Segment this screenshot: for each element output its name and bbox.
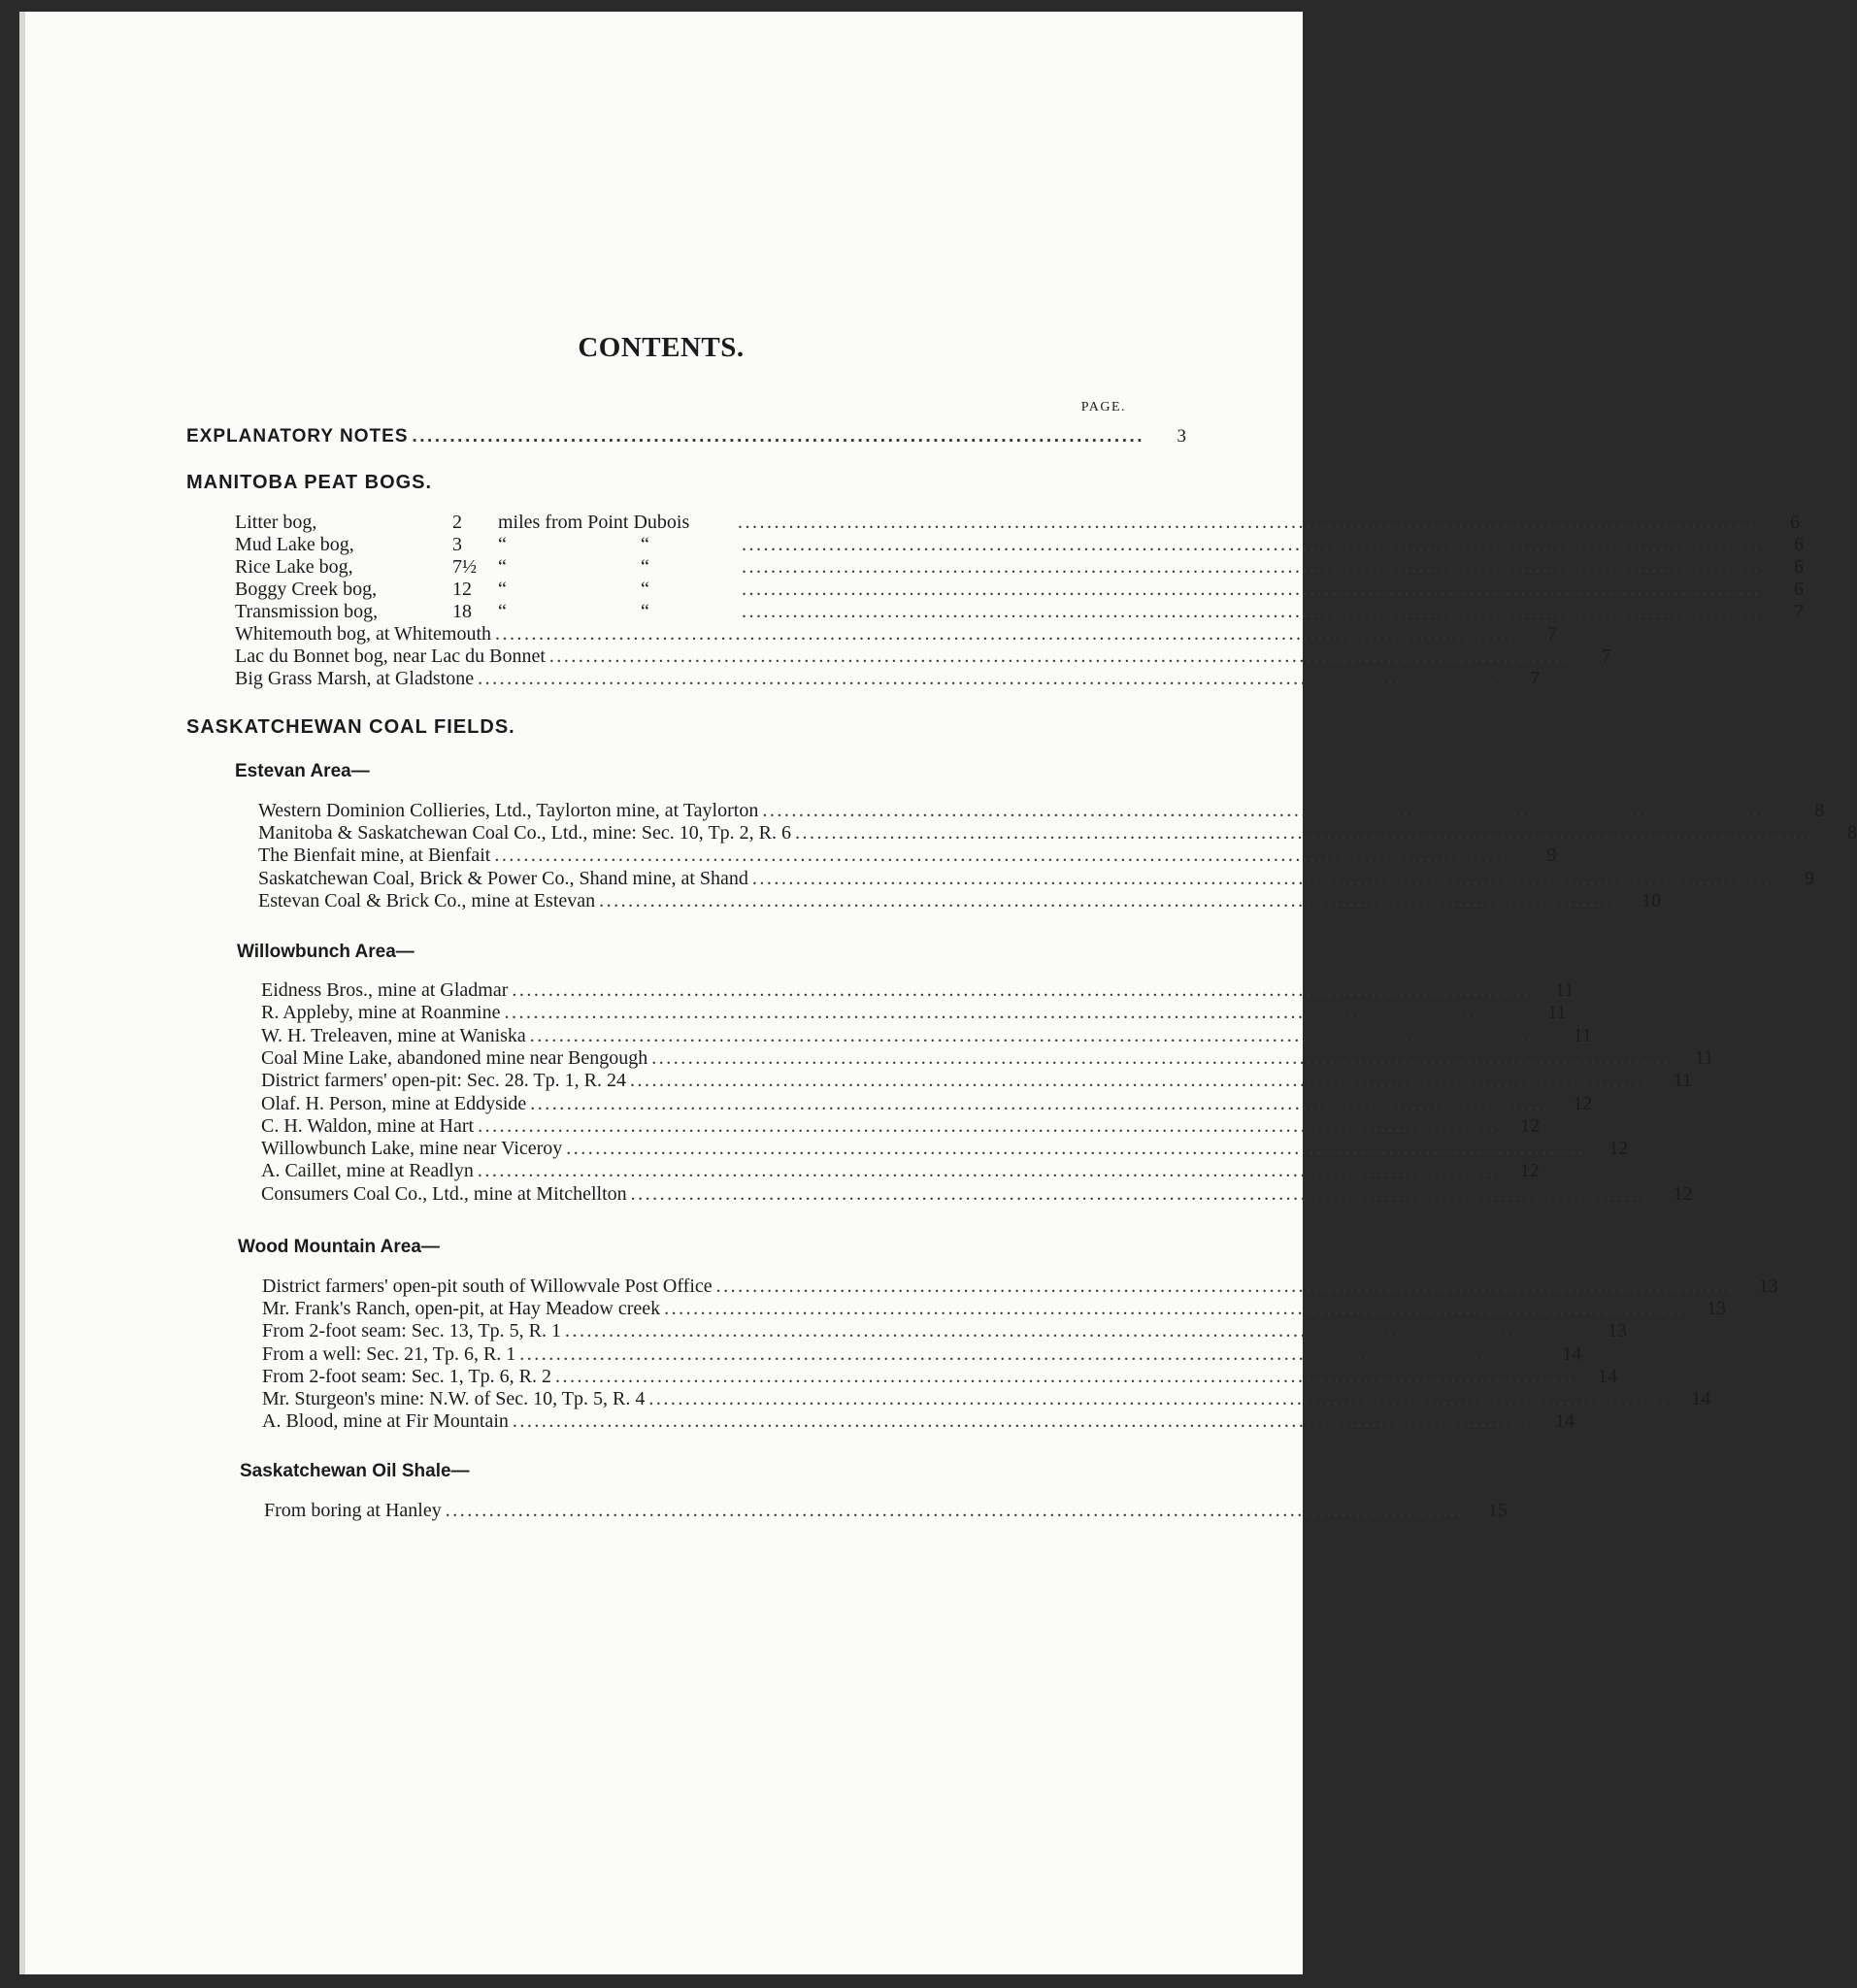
- toc-entry-label: Olaf. H. Person, mine at Eddyside: [261, 1092, 527, 1114]
- toc-entry-label: From a well: Sec. 21, Tp. 6, R. 1: [262, 1342, 516, 1365]
- toc-entry: [262, 1320, 1627, 1342]
- toc-entry-label: From boring at Hanley: [264, 1500, 442, 1521]
- bog-distance: 12: [452, 579, 472, 600]
- toc-entry: [261, 1024, 1592, 1047]
- dot-leader: ............................................................................................................................................: [795, 822, 1815, 845]
- toc-entry-label: Coal Mine Lake, abandoned mine near Bengough: [261, 1046, 648, 1069]
- dot-leader: ............................................................................................................................................: [478, 668, 1498, 689]
- toc-entry: [261, 1092, 1593, 1115]
- bog-page-leader: [738, 579, 1804, 601]
- bog-distance-unit: “: [498, 601, 507, 622]
- toc-entry-page: 8: [1814, 800, 1825, 821]
- toc-entry-page: 3: [1177, 426, 1188, 447]
- dot-leader: ............................................................................................................................................: [742, 534, 1761, 555]
- toc-entry-page: 9: [1804, 867, 1814, 889]
- toc-entry-label: Whitemouth bog, at Whitemouth: [235, 623, 492, 645]
- toc-entry-label: EXPLANATORY NOTES: [186, 426, 409, 447]
- dot-leader: ............................................................................................................................................: [495, 623, 1515, 645]
- toc-entry-page: 14: [1691, 1388, 1711, 1409]
- toc-entry-page: 15: [1487, 1500, 1508, 1521]
- toc-entry: [235, 646, 1611, 668]
- toc-entry-page: 11: [1673, 1070, 1692, 1092]
- bog-name: Litter bog,: [235, 512, 317, 533]
- toc-entry-page: 6: [1790, 512, 1800, 533]
- dot-leader: ............................................................................................................................................: [445, 1500, 1465, 1521]
- dot-leader: ............................................................................................................................................: [651, 1046, 1672, 1069]
- toc-entry-page: 8: [1847, 822, 1857, 845]
- toc-entry: [261, 1070, 1692, 1092]
- toc-entry: [258, 867, 1814, 890]
- dot-leader: ............................................................................................................................................: [738, 512, 1757, 533]
- toc-entry-page: 7: [1530, 668, 1541, 689]
- toc-entry: [258, 845, 1557, 867]
- toc-entry-page: 12: [1608, 1138, 1629, 1160]
- section-heading-manitoba: MANITOBA PEAT BOGS.: [186, 472, 433, 493]
- toc-entry: [261, 1114, 1541, 1138]
- dot-leader: ............................................................................................................................................: [530, 1092, 1550, 1114]
- dot-leader: ............................................................................................................................................: [630, 1182, 1650, 1205]
- toc-entry-page: 6: [1794, 579, 1804, 600]
- toc-entry-page: 7: [1547, 623, 1558, 645]
- toc-entry-label: The Bienfait mine, at Bienfait: [258, 845, 491, 867]
- toc-entry-page: 13: [1607, 1320, 1627, 1342]
- dot-leader: ............................................................................................................................................: [742, 579, 1761, 600]
- toc-entry-page: 13: [1758, 1276, 1778, 1297]
- dot-leader: ............................................................................................................................................: [504, 1002, 1524, 1024]
- toc-entry: [264, 1500, 1508, 1522]
- bog-distance-unit: “: [498, 534, 507, 555]
- dot-leader: ............................................................................................................................................: [599, 889, 1619, 911]
- toc-entry: [235, 668, 1541, 690]
- page-column-header: PAGE.: [1080, 400, 1126, 414]
- toc-entry: [262, 1388, 1711, 1410]
- dot-leader: ............................................................................................................................................: [648, 1388, 1669, 1409]
- subsection-heading-wood-mountain: Wood Mountain Area—: [238, 1237, 440, 1257]
- toc-entry: [258, 822, 1857, 845]
- bog-distance-unit: “: [498, 556, 507, 578]
- dot-leader: ............................................................................................................................................: [751, 867, 1772, 889]
- toc-entry-label: From 2-foot seam: Sec. 1, Tp. 6, R. 2: [262, 1365, 551, 1387]
- dot-leader: ............................................................................................................................................: [477, 1160, 1497, 1182]
- dot-leader: ............................................................................................................................................: [762, 800, 1782, 821]
- bog-name: Boggy Creek bog,: [235, 579, 378, 600]
- dot-leader: ............................................................................................................................................: [629, 1070, 1649, 1092]
- dot-leader: ............................................................................................................................................: [715, 1276, 1736, 1297]
- dot-leader: .................................................................................................: [412, 426, 1145, 447]
- toc-entry-label: Saskatchewan Coal, Brick & Power Co., Shand mine, at Shand: [258, 867, 748, 889]
- dot-leader: ............................................................................................................................................: [548, 646, 1569, 667]
- toc-entry: [258, 800, 1825, 822]
- toc-entry-label: A. Caillet, mine at Readlyn: [261, 1160, 474, 1182]
- bog-page-leader: [738, 601, 1804, 623]
- toc-entry-page: 14: [1562, 1342, 1582, 1365]
- dot-leader: ............................................................................................................................................: [529, 1024, 1549, 1046]
- bog-ditto-mark: “: [641, 534, 649, 555]
- bog-distance: 7½: [452, 556, 477, 578]
- dot-leader: ............................................................................................................................................: [519, 1342, 1540, 1365]
- bog-name: Transmission bog,: [235, 601, 379, 622]
- toc-entry-label: A. Blood, mine at Fir Mountain: [262, 1410, 509, 1433]
- bog-page-leader: [738, 556, 1804, 579]
- toc-entry-label: Willowbunch Lake, mine near Viceroy: [261, 1138, 563, 1160]
- toc-entry: [261, 1138, 1629, 1160]
- toc-entry-label: From 2-foot seam: Sec. 13, Tp. 5, R. 1: [262, 1320, 561, 1342]
- toc-entry: [258, 889, 1662, 912]
- toc-entry: [262, 1410, 1575, 1433]
- toc-entry-label: Eidness Bros., mine at Gladmar: [261, 979, 509, 1001]
- toc-entry: [262, 1342, 1582, 1366]
- bog-distance: 3: [452, 534, 462, 555]
- toc-entry: [261, 1046, 1714, 1070]
- subsection-heading-estevan: Estevan Area—: [235, 761, 370, 781]
- toc-entry: [262, 1276, 1778, 1298]
- toc-entry: [235, 623, 1558, 646]
- dot-leader: ............................................................................................................................................: [742, 556, 1761, 578]
- dot-leader: ............................................................................................................................................: [554, 1365, 1575, 1387]
- bog-distance-unit: miles from Point Dubois: [498, 512, 690, 533]
- toc-entry-label: Mr. Sturgeon's mine: N.W. of Sec. 10, Tp. 5, R. 4: [262, 1388, 646, 1409]
- page-title: CONTENTS.: [578, 332, 745, 363]
- toc-entry: [261, 979, 1575, 1002]
- toc-entry-label: Big Grass Marsh, at Gladstone: [235, 668, 475, 689]
- bog-ditto-mark: “: [641, 601, 649, 622]
- toc-entry: [261, 1182, 1693, 1206]
- toc-entry-page: 12: [1573, 1092, 1593, 1114]
- bog-page-leader: [738, 534, 1804, 556]
- subsection-heading-willowbunch: Willowbunch Area—: [237, 942, 415, 962]
- toc-entry-label: Consumers Coal Co., Ltd., mine at Mitchellton: [261, 1182, 627, 1205]
- dot-leader: ............................................................................................................................................: [478, 1114, 1498, 1137]
- dot-leader: ............................................................................................................................................: [742, 601, 1761, 622]
- bog-page-leader: [734, 512, 1800, 534]
- dot-leader: ............................................................................................................................................: [512, 979, 1532, 1001]
- toc-entry-page: 7: [1794, 601, 1804, 622]
- toc-entry-page: 11: [1694, 1046, 1714, 1069]
- toc-entry-page: 14: [1554, 1410, 1575, 1433]
- toc-entry-label: Western Dominion Collieries, Ltd., Taylorton mine, at Taylorton: [258, 800, 759, 821]
- toc-entry-label: Estevan Coal & Brick Co., mine at Estevan: [258, 889, 596, 911]
- toc-entry-page: 7: [1601, 646, 1611, 667]
- dot-leader: ............................................................................................................................................: [512, 1410, 1532, 1433]
- toc-entry-label: Lac du Bonnet bog, near Lac du Bonnet: [235, 646, 546, 667]
- toc-entry-explanatory: [186, 425, 1188, 447]
- toc-entry-label: C. H. Waldon, mine at Hart: [261, 1114, 475, 1137]
- toc-entry-page: 6: [1794, 534, 1804, 555]
- toc-entry-page: 10: [1641, 889, 1662, 911]
- dot-leader: ............................................................................................................................................: [564, 1320, 1584, 1342]
- toc-entry: [261, 1160, 1540, 1182]
- dot-leader: ............................................................................................................................................: [494, 845, 1514, 867]
- toc-entry-page: 12: [1519, 1160, 1540, 1182]
- toc-entry-page: 12: [1673, 1182, 1693, 1205]
- subsection-heading-oil-shale: Saskatchewan Oil Shale—: [240, 1461, 470, 1481]
- toc-entry-page: 11: [1547, 1002, 1567, 1024]
- bog-name: Mud Lake bog,: [235, 534, 354, 555]
- document-page: [19, 12, 1857, 1974]
- page-fold-shadow: [19, 12, 25, 1974]
- bog-name: Rice Lake bog,: [235, 556, 353, 578]
- toc-entry-page: 12: [1520, 1114, 1541, 1137]
- toc-entry-page: 11: [1573, 1024, 1592, 1046]
- toc-entry-label: District farmers' open-pit: Sec. 28. Tp. 1, R. 24: [261, 1070, 626, 1092]
- toc-entry: [261, 1002, 1567, 1024]
- bog-distance-unit: “: [498, 579, 507, 600]
- dot-leader: ............................................................................................................................................: [664, 1298, 1684, 1320]
- bog-distance: 2: [452, 512, 462, 533]
- toc-entry-label: W. H. Treleaven, mine at Waniska: [261, 1024, 526, 1046]
- toc-entry: [262, 1365, 1617, 1388]
- bog-ditto-mark: “: [641, 579, 649, 600]
- toc-entry-page: 13: [1707, 1298, 1727, 1320]
- toc-entry-page: 11: [1555, 979, 1575, 1001]
- toc-entry-label: Mr. Frank's Ranch, open-pit, at Hay Meadow creek: [262, 1298, 661, 1320]
- toc-entry: [262, 1298, 1727, 1320]
- toc-entry-page: 14: [1597, 1365, 1617, 1387]
- toc-entry-label: District farmers' open-pit south of Willowvale Post Office: [262, 1276, 713, 1297]
- section-heading-saskatchewan: SASKATCHEWAN COAL FIELDS.: [186, 716, 515, 738]
- bog-ditto-mark: “: [641, 556, 649, 578]
- dot-leader: ............................................................................................................................................: [566, 1138, 1586, 1160]
- toc-entry-label: Manitoba & Saskatchewan Coal Co., Ltd., mine: Sec. 10, Tp. 2, R. 6: [258, 822, 792, 845]
- bog-distance: 18: [452, 601, 472, 622]
- toc-entry-label: R. Appleby, mine at Roanmine: [261, 1002, 501, 1024]
- toc-entry-page: 6: [1794, 556, 1804, 578]
- toc-entry-page: 9: [1546, 845, 1557, 867]
